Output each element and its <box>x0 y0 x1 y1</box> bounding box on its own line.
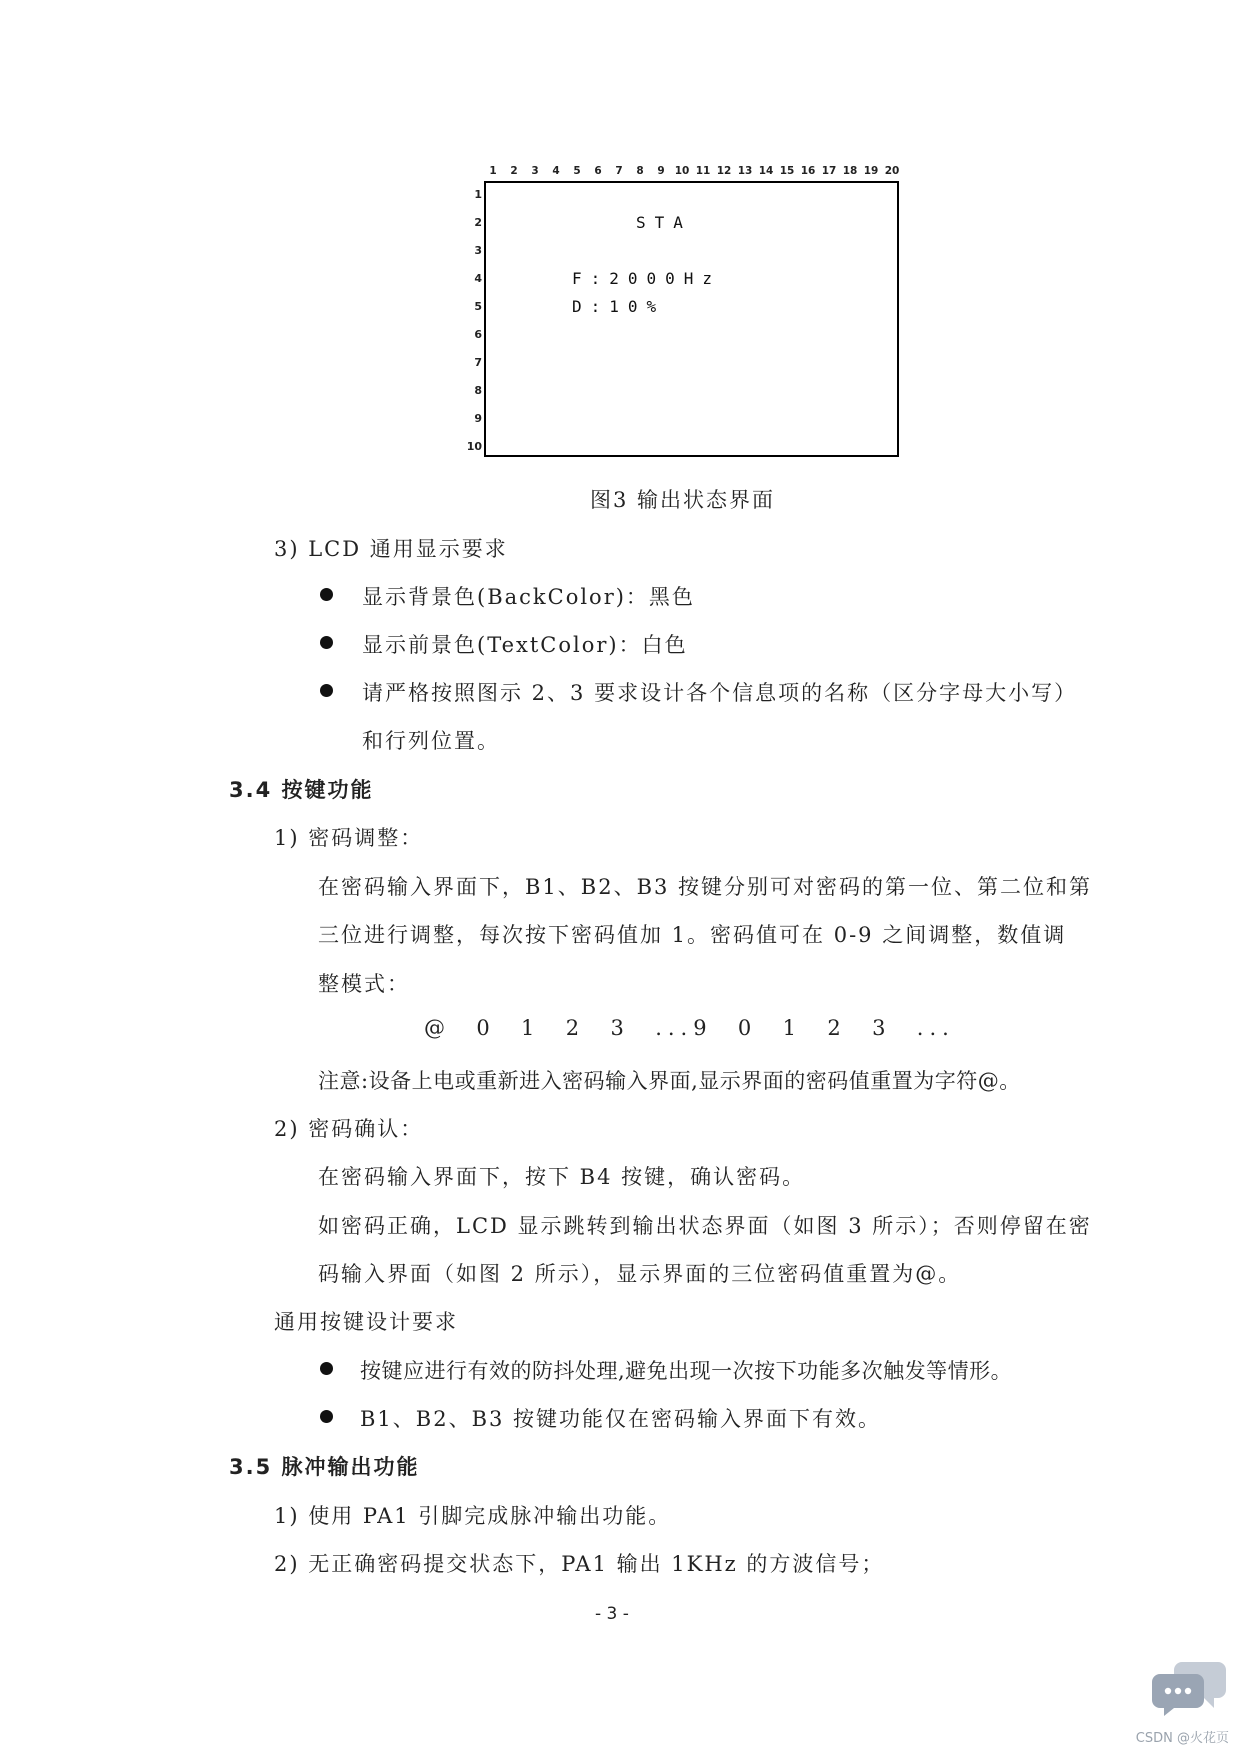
password-confirm-line2: 如密码正确，LCD 显示跳转到输出状态界面（如图 3 所示）；否则停留在密 <box>318 1214 1092 1238</box>
lcd-col-number: 12 <box>716 165 732 177</box>
bullet-icon <box>320 1410 333 1423</box>
password-confirm-line1: 在密码输入界面下，按下 B4 按键，确认密码。 <box>318 1165 806 1189</box>
password-adjust-label: 1) 密码调整： <box>274 826 424 850</box>
password-adjust-line2: 三位进行调整，每次按下密码值加 1。密码值可在 0-9 之间调整，数值调 <box>318 923 1067 947</box>
lcd-row-number: 4 <box>474 272 482 285</box>
adjust-mode-sequence: @ 0 1 2 3 ...9 0 1 2 3 ... <box>424 1016 955 1040</box>
password-reset-note: 注意:设备上电或重新进入密码输入界面,显示界面的密码值重置为字符@。 <box>318 1069 1021 1093</box>
lcd-row-number: 10 <box>466 440 482 453</box>
bullet-icon <box>320 1362 333 1375</box>
lcd-col-number: 5 <box>573 165 581 177</box>
lcd-row-number: 8 <box>474 384 482 397</box>
bullet-icon <box>320 636 333 649</box>
lcd-col-number: 17 <box>821 165 837 177</box>
lcd-col-number: 6 <box>594 165 602 177</box>
lcd-row-number: 6 <box>474 328 482 341</box>
debounce-requirement: 按键应进行有效的防抖处理,避免出现一次按下功能多次触发等情形。 <box>360 1359 1013 1383</box>
bullet-icon <box>320 588 333 601</box>
password-adjust-line3: 整模式： <box>318 972 410 996</box>
password-confirm-label: 2) 密码确认： <box>274 1117 424 1141</box>
lcd-col-number: 16 <box>800 165 816 177</box>
lcd-col-number: 13 <box>737 165 753 177</box>
lcd-row-number: 5 <box>474 300 482 313</box>
lcd-col-number: 19 <box>863 165 879 177</box>
lcd-requirements-heading: 3) LCD 通用显示要求 <box>274 537 508 561</box>
lcd-line-duty: D:10% <box>572 297 666 316</box>
bullet-icon <box>320 684 333 697</box>
lcd-col-number: 9 <box>657 165 665 177</box>
section-3-4-title: 3.4 按键功能 <box>229 778 374 802</box>
key-scope-requirement: B1、B2、B3 按键功能仅在密码输入界面下有效。 <box>360 1407 882 1431</box>
lcd-col-number: 4 <box>552 165 560 177</box>
textcolor-requirement: 显示前景色(TextColor)：白色 <box>362 633 688 657</box>
password-adjust-line1: 在密码输入界面下，B1、B2、B3 按键分别可对密码的第一位、第二位和第 <box>318 875 1093 899</box>
lcd-row-number: 7 <box>474 356 482 369</box>
lcd-line-frequency: F:2000Hz <box>572 269 722 288</box>
chat-bubble-icon[interactable] <box>1152 1658 1226 1716</box>
lcd-line-sta: STA <box>636 213 692 232</box>
lcd-col-number: 18 <box>842 165 858 177</box>
lcd-row-number: 1 <box>474 188 482 201</box>
lcd-row-number: 2 <box>474 216 482 229</box>
lcd-row-number: 3 <box>474 244 482 257</box>
general-key-requirements: 通用按键设计要求 <box>274 1310 458 1334</box>
lcd-col-number: 2 <box>510 165 518 177</box>
layout-requirement-line2: 和行列位置。 <box>362 729 500 753</box>
section-3-5-title: 3.5 脉冲输出功能 <box>229 1455 420 1479</box>
pulse-output-item2: 2) 无正确密码提交状态下，PA1 输出 1KHz 的方波信号； <box>274 1552 885 1576</box>
lcd-col-number: 15 <box>779 165 795 177</box>
lcd-col-number: 20 <box>884 165 900 177</box>
backcolor-requirement: 显示背景色(BackColor)：黑色 <box>362 585 695 609</box>
pulse-output-item1: 1) 使用 PA1 引脚完成脉冲输出功能。 <box>274 1504 672 1528</box>
lcd-col-number: 7 <box>615 165 623 177</box>
page-number: - 3 - <box>595 1604 629 1624</box>
lcd-col-number: 10 <box>674 165 690 177</box>
csdn-watermark: CSDN @火花页 <box>1135 1731 1229 1746</box>
lcd-col-number: 14 <box>758 165 774 177</box>
figure-caption: 图3 输出状态界面 <box>590 488 776 512</box>
lcd-col-number: 1 <box>489 165 497 177</box>
password-confirm-line3: 码输入界面（如图 2 所示），显示界面的三位密码值重置为@。 <box>318 1262 962 1286</box>
lcd-col-number: 11 <box>695 165 711 177</box>
lcd-col-number: 8 <box>636 165 644 177</box>
layout-requirement-line1: 请严格按照图示 2、3 要求设计各个信息项的名称（区分字母大小写） <box>362 681 1078 705</box>
lcd-row-number: 9 <box>474 412 482 425</box>
lcd-col-number: 3 <box>531 165 539 177</box>
